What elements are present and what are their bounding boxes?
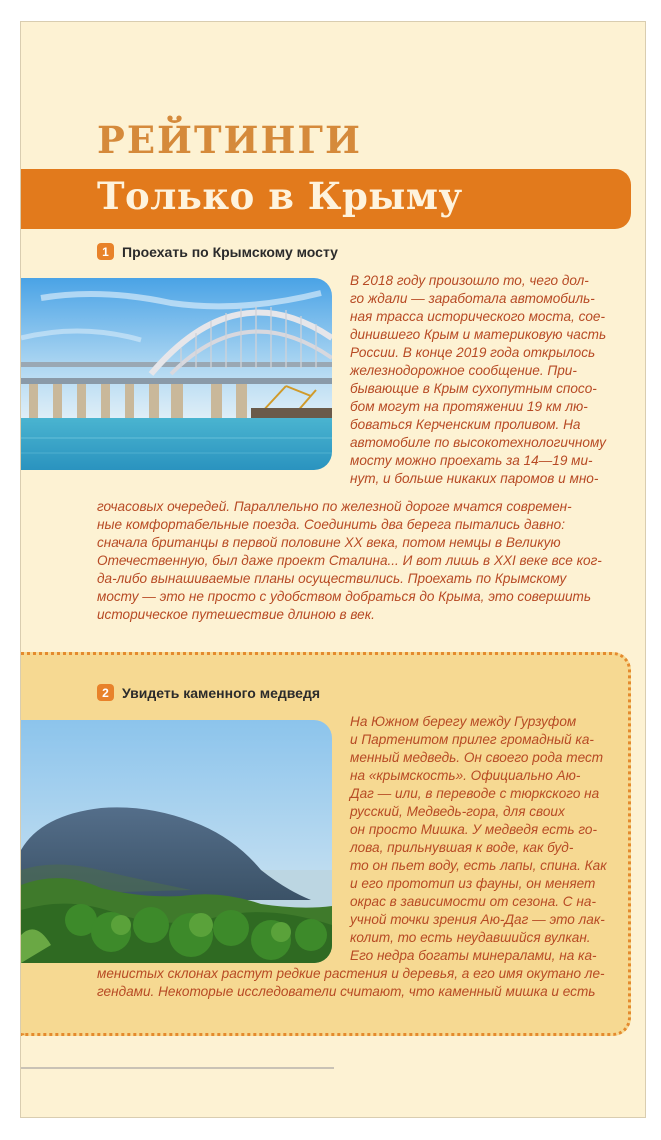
item-1-text-column: В 2018 году произошло то, чего дол- го ждали — заработала автомобиль- ная трасса исторического моста, сое- динившего Крым и материковую часть России. В конце 2019 года открылось железнодорожное сообщение. При- бывающие в Крым сухопутным спосо- бом могут на протяжении 19 км лю- боваться Керченским проливом. На автомобиле по высокотехнологичному мосту можно проехать за 14—19 ми- нут, и больше никаких паромов и мно-: [350, 273, 607, 486]
title-banner: [21, 169, 631, 229]
banner-title: Только в Крыму: [97, 174, 463, 218]
bear-mountain-photo: [21, 720, 332, 963]
bottom-divider: [21, 1067, 334, 1069]
book-page: [20, 21, 646, 1118]
item-1-heading: [97, 243, 338, 260]
item-1-number-badge: 1: [97, 243, 114, 260]
section-label: РЕЙТИНГИ: [97, 118, 362, 162]
item-1-title: Проехать по Крымскому мосту: [122, 243, 338, 260]
item-2-heading: [97, 684, 320, 701]
item-1-text-full: гочасовых очередей. Параллельно по железной дороге мчатся современ- ные комфортабельные поезда. Соединить два берега пытались давно: сначала британцы в первой половине XX века, потом немцы в Великую Отечественную, был даже проект Сталина... И вот лишь в XXI веке все ког- да-либо вынашиваемые планы осуществились. Проехать по Крымскому мосту — это не просто с удобством добраться до Крыма, это совершить историческое путешествие длиною в век.: [97, 499, 602, 622]
bridge-photo: [21, 278, 332, 470]
item-2-number-badge: 2: [97, 684, 114, 701]
item-2-text-full: менистых склонах растут редкие растения и деревья, а его имя окутано ле- гендами. Некоторые исследователи считают, что каменный мишка и есть: [97, 966, 605, 999]
item-2-text-column: На Южном берегу между Гурзуфом и Партенитом прилег громадный ка- менный медведь. Он своего рода тест на «крымскость». Официально Аю- Даг — или, в переводе с тюркского на русский, Медведь-гора, для своих он просто Мишка. У медведя есть го- лова, прильнувшая к воде, как буд- то он пьет воду, есть лапы, спина. Как и его прототип из фауны, он меняет окрас в зависимости от сезона. С на- учной точки зрения Аю-Даг — это лак- колит, то есть неудавшийся вулкан. Его недра богаты минералами, на ка-: [350, 714, 607, 963]
item-2-title: Увидеть каменного медведя: [122, 684, 321, 701]
